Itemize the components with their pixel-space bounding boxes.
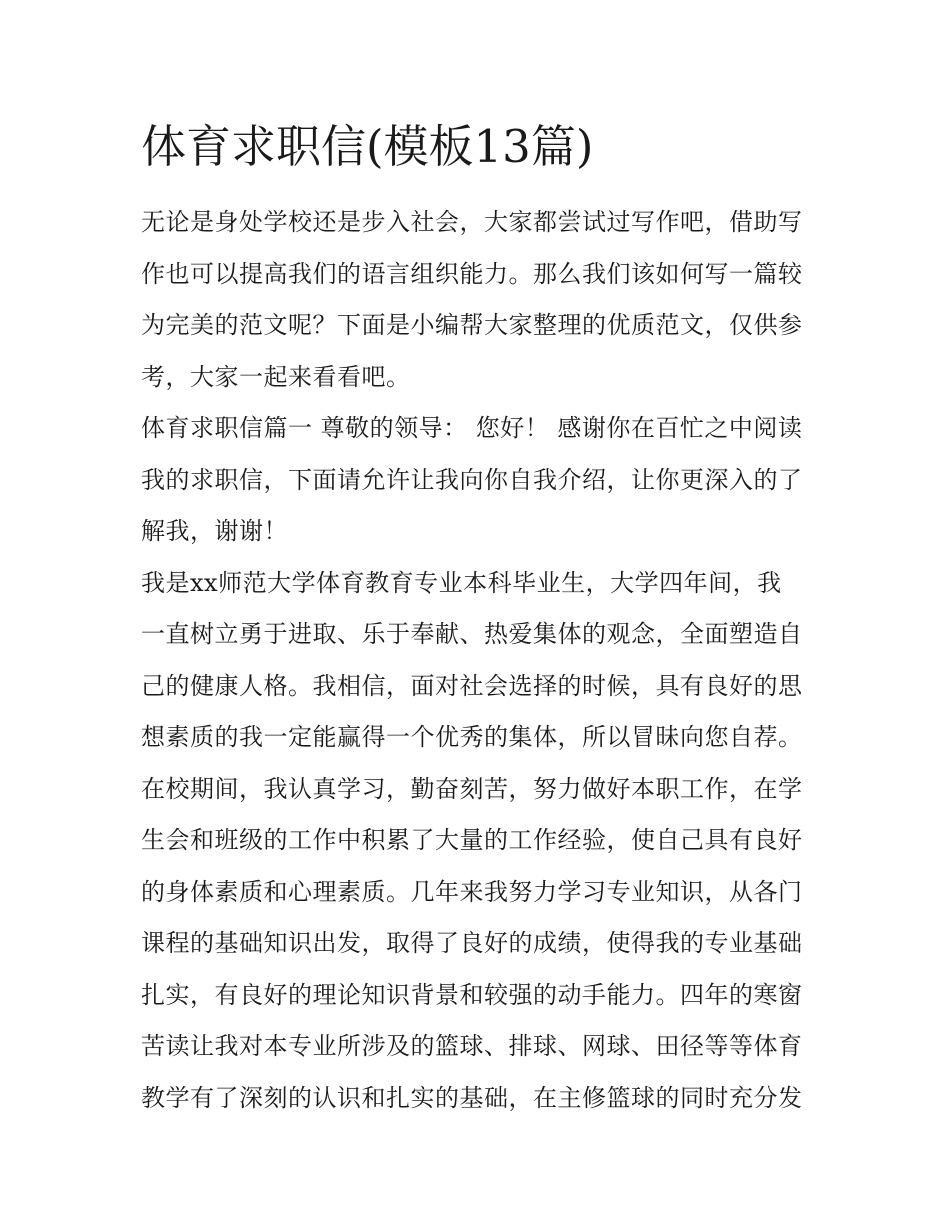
body-line: 苦读让我对本专业所涉及的篮球、排球、网球、田径等等体育 bbox=[141, 1032, 803, 1060]
document-title: 体育求职信(模板13篇) bbox=[141, 120, 594, 173]
body-line: 为完美的范文呢？下面是小编帮大家整理的优质范文，仅供参 bbox=[141, 311, 803, 339]
body-line: 己的健康人格。我相信，面对社会选择的时候，具有良好的思 bbox=[141, 671, 803, 700]
body-line: 想素质的我一定能赢得一个优秀的集体，所以冒昧向您自荐。 bbox=[141, 723, 803, 751]
document-body bbox=[141, 197, 821, 1124]
body-line: 考，大家一起来看看吧。 bbox=[141, 362, 411, 391]
body-line: 作也可以提高我们的语言组织能力。那么我们该如何写一篇较 bbox=[141, 259, 803, 288]
body-line: 一直树立勇于进取、乐于奉献、热爱集体的观念，全面塑造自 bbox=[141, 620, 803, 648]
body-line: 我是xx师范大学体育教育专业本科毕业生，大学四年间，我 bbox=[141, 568, 782, 597]
body-line: 教学有了深刻的认识和扎实的基础，在主修篮球的同时充分发 bbox=[141, 1083, 803, 1112]
body-line: 解我，谢谢！ bbox=[141, 517, 288, 545]
body-line: 在校期间，我认真学习，勤奋刻苦，努力做好本职工作，在学 bbox=[141, 774, 803, 803]
body-line: 扎实，有良好的理论知识背景和较强的动手能力。四年的寒窗 bbox=[141, 980, 803, 1009]
body-line: 我的求职信，下面请允许让我向你自我介绍，让你更深入的了 bbox=[141, 465, 803, 494]
body-line: 无论是身处学校还是步入社会，大家都尝试过写作吧，借助写 bbox=[141, 208, 803, 236]
body-line: 的身体素质和心理素质。几年来我努力学习专业知识，从各门 bbox=[141, 877, 803, 906]
body-line: 体育求职信篇一 尊敬的领导： 您好！ 感谢你在百忙之中阅读 bbox=[141, 414, 803, 442]
body-line: 生会和班级的工作中积累了大量的工作经验，使自己具有良好 bbox=[141, 826, 803, 854]
body-line: 课程的基础知识出发，取得了良好的成绩，使得我的专业基础 bbox=[141, 929, 803, 957]
